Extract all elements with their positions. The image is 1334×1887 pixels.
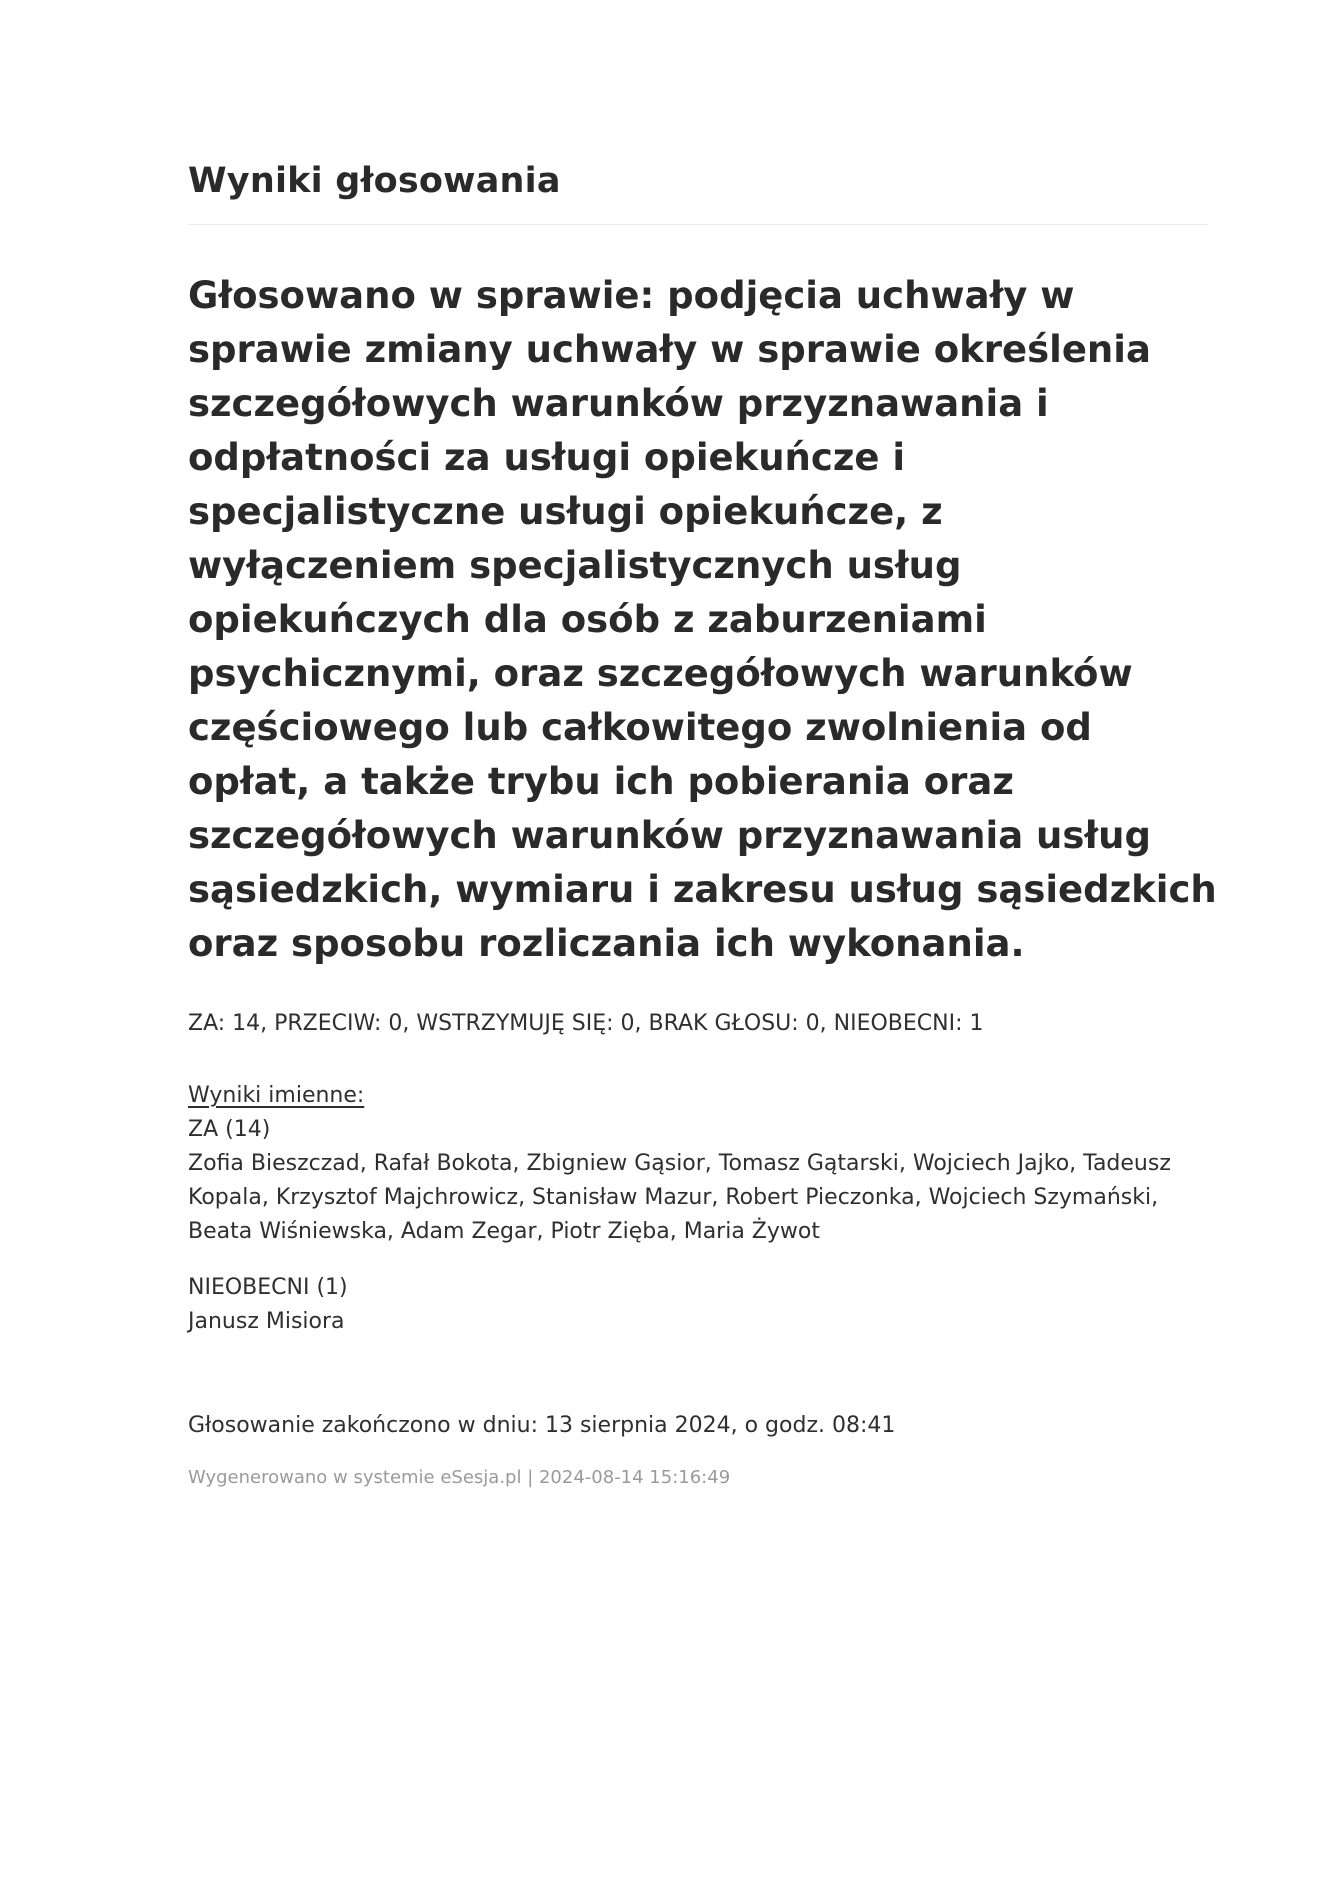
vote-group-label: NIEOBECNI (1): [188, 1275, 348, 1300]
vote-group-names: Zofia Bieszczad, Rafał Bokota, Zbigniew Gąsior, Tomasz Gątarski, Wojciech Jajko, Tadeusz Kopala, Krzysztof Majchrowicz, Stanisław Mazur, Robert Pieczonka, Wojciech Szymański, Beata Wiśniewska, Adam Zegar, Piotr Zięba, Maria Żywot: [188, 1151, 1171, 1244]
document-content: [188, 160, 1218, 1491]
vote-group-names: Janusz Misiora: [188, 1309, 345, 1334]
vote-group-nieobecni: [188, 1271, 1218, 1339]
vote-subject: Głosowano w sprawie: podjęcia uchwały w sprawie zmiany uchwały w sprawie określenia szczegółowych warunków przyznawania i odpłatności za usługi opiekuńcze i specjalistyczne usługi opiekuńcze, z wyłączeniem specjalistycznych usług opiekuńczych dla osób z zaburzeniami psychicznymi, oraz szczegółowych warunków częściowego lub całkowitego zwolnienia od opłat, a także trybu ich pobierania oraz szczegółowych warunków przyznawania usług sąsiedzkich, wymiaru i zakresu usług sąsiedzkich oraz sposobu rozliczania ich wykonania.: [188, 274, 1217, 965]
title-divider: [188, 224, 1208, 225]
vote-group-za: [188, 1113, 1218, 1249]
generated-footer: Wygenerowano w systemie eSesja.pl | 2024-08-14 15:16:49: [188, 1467, 731, 1488]
group-spacer: [188, 1249, 1218, 1271]
named-results-heading: Wyniki imienne:: [188, 1083, 365, 1108]
vote-summary: ZA: 14, PRZECIW: 0, WSTRZYMUJĘ SIĘ: 0, BRAK GŁOSU: 0, NIEOBECNI: 1: [188, 1011, 984, 1036]
page-title: Wyniki głosowania: [188, 161, 561, 201]
vote-closed-timestamp: Głosowanie zakończono w dniu: 13 sierpnia 2024, o godz. 08:41: [188, 1413, 896, 1438]
vote-group-label: ZA (14): [188, 1117, 271, 1142]
named-results-section: [188, 1079, 1218, 1339]
